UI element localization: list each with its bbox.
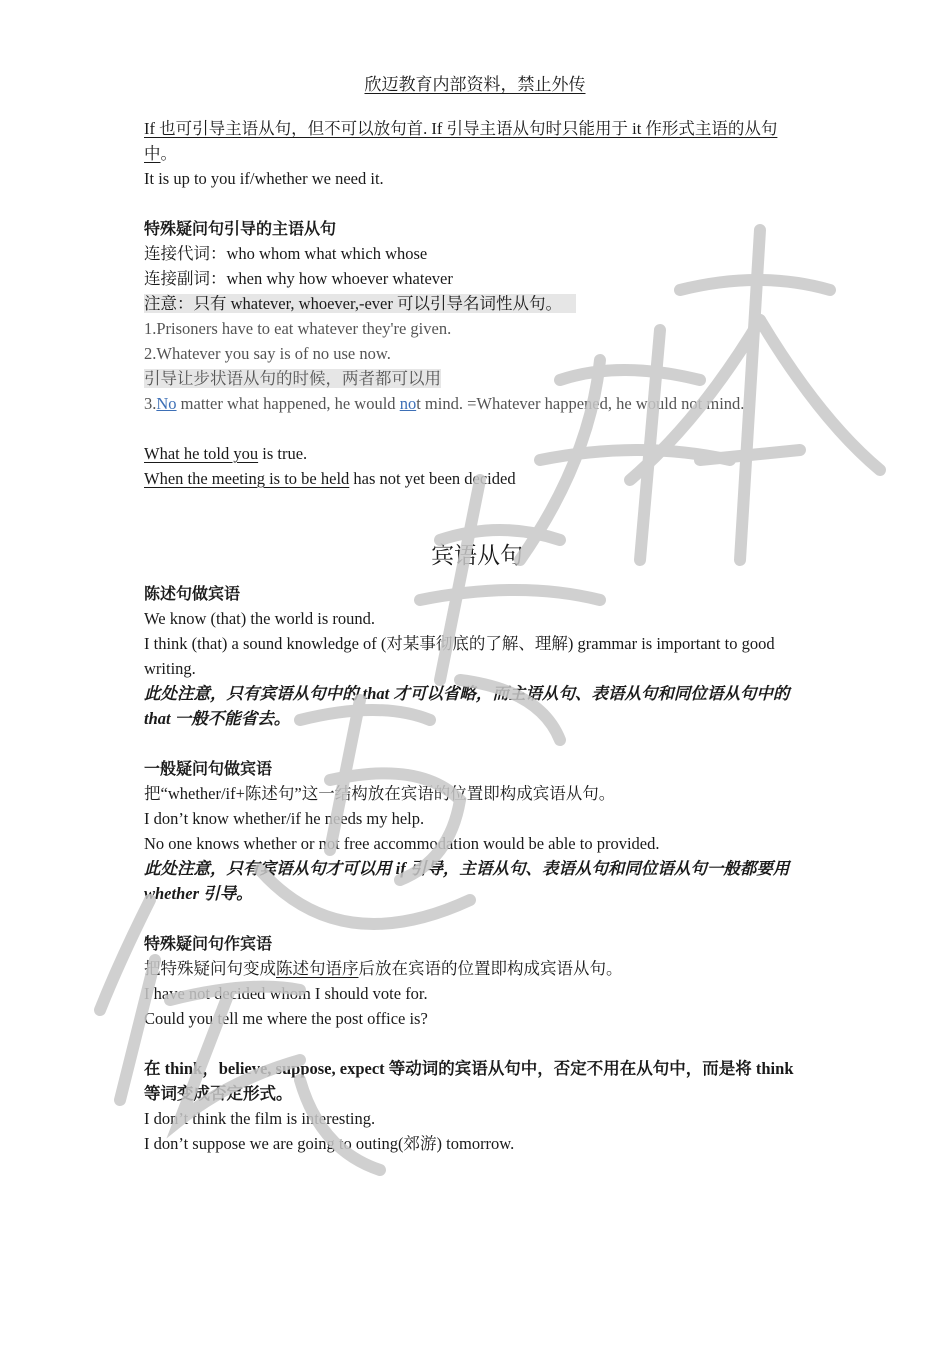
example-meeting	[144, 466, 810, 491]
intro-if-note	[144, 116, 810, 166]
example-post-office: Could you tell me where the post office is?	[144, 1009, 428, 1028]
example-whatever: 2.Whatever you say is of no use now.	[144, 344, 391, 363]
example-film: I don’t think the film is interesting.	[144, 1109, 376, 1128]
ever-note: 注意：只有 whatever, whoever,-ever 可以引导名词性从句。	[144, 294, 576, 313]
example-needs-help: I don’t know whether/if he needs my help.	[144, 809, 425, 828]
object-clause-title: 宾语从句	[431, 543, 523, 569]
subject-clause-underlined: What he told you	[144, 444, 259, 463]
subject-clause-rest: has not yet been decided	[349, 469, 516, 488]
spacer	[144, 491, 810, 521]
spacer	[144, 1031, 810, 1056]
example-rest: t mind. =Whatever happened, he would not mind.	[416, 394, 745, 413]
concessive-note: 引导让步状语从句的时候，两者都可以用	[144, 369, 441, 388]
link-no[interactable]: No	[156, 394, 177, 413]
intro-if-note-tail: 。	[160, 144, 177, 163]
example-vote: I have not decided whom I should vote for.	[144, 984, 428, 1003]
that-omission-note: 此处注意，只有宾语从句中的 that 才可以省略，而主语从句、表语从句和同位语从句中的 that 一般不能省去。	[144, 684, 790, 728]
special-question-heading: 特殊疑问句作宾语	[144, 934, 273, 953]
spacer	[144, 416, 810, 441]
page-header: 欣迈教育内部资料，禁止外传	[364, 75, 586, 95]
general-question-heading: 一般疑问句做宾语	[144, 759, 273, 778]
example-accommodation: No one knows whether or not free accommodation would be able to provided.	[144, 834, 660, 853]
subject-clause-rest: is true.	[258, 444, 308, 463]
declarative-heading: 陈述句做宾语	[144, 584, 241, 603]
document-body	[144, 116, 810, 1156]
subject-clause-underlined: When the meeting is to be held	[144, 469, 350, 488]
special-question-desc	[144, 956, 810, 981]
example-no-matter	[144, 391, 810, 416]
spacer	[144, 906, 810, 931]
example-outing: I don’t suppose we are going to outing(郊游) tomorrow.	[144, 1134, 515, 1153]
desc-part-b: 后放在宾语的位置即构成宾语从句。	[358, 959, 623, 978]
spacer	[144, 191, 810, 216]
example-mid: matter what happened, he would	[176, 394, 400, 413]
general-question-desc: 把“whether/if+陈述句”这一结构放在宾语的位置即构成宾语从句。	[144, 784, 616, 803]
intro-if-note-underlined: If 也可引导主语从句，但不可以放句首. If 引导主语从句时只能用于 it 作形式主语的从句中	[144, 119, 778, 163]
example-world-round: We know (that) the world is round.	[144, 609, 375, 628]
if-whether-note: 此处注意，只有宾语从句才可以用 if 引导，主语从句、表语从句和同位语从句一般都要用 whether 引导。	[144, 859, 790, 903]
example-grammar: I think (that) a sound knowledge of (对某事彻底的了解、理解) grammar is important to good writing.	[144, 634, 775, 678]
link-no-2[interactable]: no	[399, 394, 417, 413]
desc-underlined: 陈述句语序	[276, 959, 359, 978]
spacer	[144, 731, 810, 756]
connective-pronouns: 连接代词：who whom what which whose	[144, 244, 428, 263]
negation-rule: 在 think，believe, suppose, expect 等动词的宾语从句中，否定不用在从句中，而是将 think 等词变成否定形式。	[144, 1059, 794, 1103]
intro-example: It is up to you if/whether we need it.	[144, 169, 384, 188]
connective-adverbs: 连接副词：when why how whoever whatever	[144, 269, 453, 288]
example-what-he-told	[144, 441, 810, 466]
special-subject-heading: 特殊疑问句引导的主语从句	[144, 219, 337, 238]
example-number: 3.	[144, 394, 157, 413]
example-prisoners: 1.Prisoners have to eat whatever they're given.	[144, 319, 452, 338]
desc-part-a: 把特殊疑问句变成	[144, 959, 276, 978]
